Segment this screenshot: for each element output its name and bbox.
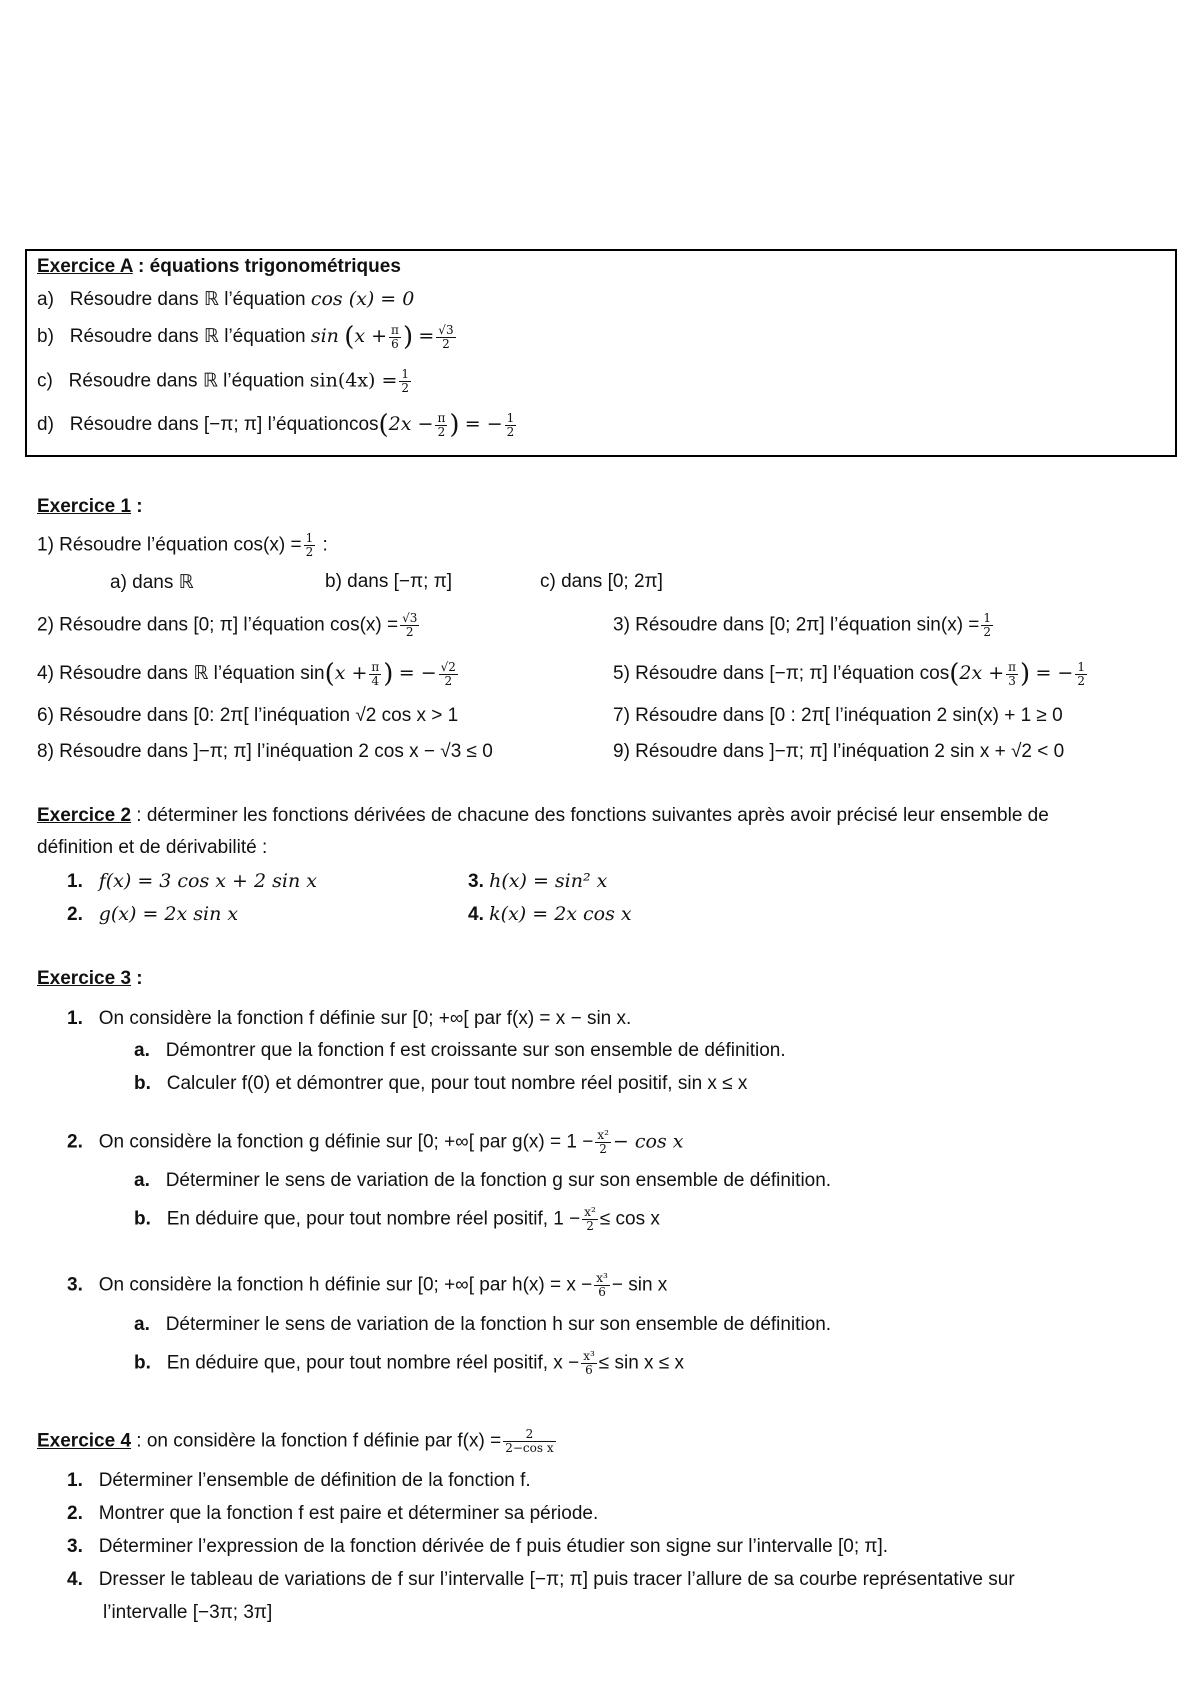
exercise-a-item-c: c) Résoudre dans ℝ l’équation sin(4x) = $\frac{1}{2}$ <box>37 367 410 395</box>
exercise-2-item-1: 1. f(x) = 3 cos x + 2 sin x <box>67 870 317 892</box>
exercise-3-part-3b: b. En déduire que, pour tout nombre réel positif, x − $\frac{\text{x³}}{6}$ ≤ sin x ≤ x <box>134 1349 685 1377</box>
exercise-a-item-b: b) Résoudre dans ℝ l’équation sin (x + $\frac{\pi}{6}$ ) = $\frac{√3}{2}$ <box>37 322 454 352</box>
exercise-1-q2: 2) Résoudre dans [0; π] l’équation cos(x) = $\frac{√3}{2}$ <box>37 611 418 639</box>
exercise-1-q1-sub-a: a) dans ℝ <box>110 572 194 593</box>
exercise-1-q7: 7) Résoudre dans [0 : 2π[ l’inéquation 2 sin(x) + 1 ≥ 0 <box>613 705 1063 726</box>
exercise-3-part-2b: b. En déduire que, pour tout nombre réel positif, 1 − $\frac{\text{x²}}{2}$ ≤ cos x <box>134 1205 660 1233</box>
exercise-a-title: Exercice A <box>37 256 133 277</box>
exercise-2-item-2: 2. g(x) = 2x sin x <box>67 903 239 925</box>
exercise-1-q8: 8) Résoudre dans ]−π; π] l’inéquation 2 cos x − √3 ≤ 0 <box>37 741 493 762</box>
exercise-2-item-4: 4. k(x) = 2x cos x <box>468 903 632 925</box>
exercise-4-item-4: 4. Dresser le tableau de variations de f sur l’intervalle [−π; π] puis tracer l’allure de sa courbe représentative sur <box>67 1569 1015 1590</box>
exercise-1-q9: 9) Résoudre dans ]−π; π] l’inéquation 2 sin x + √2 < 0 <box>613 741 1065 762</box>
exercise-3-part-1b: b. Calculer f(0) et démontrer que, pour tout nombre réel positif, sin x ≤ x <box>134 1073 748 1094</box>
exercise-1-q4: 4) Résoudre dans ℝ l’équation sin(x + $\frac{\pi}{4}$ ) = − $\frac{√2}{2}$ <box>37 659 456 689</box>
exercise-4-item-4-cont: l’intervalle [−3π; 3π] <box>103 1602 273 1623</box>
exercise-2-intro: Exercice 2 : déterminer les fonctions dérivées de chacune des fonctions suivantes après avoir précisé leur ensemble de <box>37 805 1049 826</box>
exercise-1-q1: 1) Résoudre l’équation cos(x) = $\frac{1}{2}$ : <box>37 531 328 559</box>
exercise-3-part-2a: a. Déterminer le sens de variation de la fonction g sur son ensemble de définition. <box>134 1170 832 1191</box>
exercise-3-part-1: 1. On considère la fonction f définie sur [0; +∞[ par f(x) = x − sin x. <box>67 1008 632 1029</box>
exercise-3-part-3a: a. Déterminer le sens de variation de la fonction h sur son ensemble de définition. <box>134 1314 832 1335</box>
exercise-2-item-3: 3. h(x) = sin² x <box>468 870 608 892</box>
exercise-1-q6: 6) Résoudre dans [0: 2π[ l’inéquation √2 cos x > 1 <box>37 705 459 726</box>
exercise-4-item-1: 1. Déterminer l’ensemble de définition de la fonction f. <box>67 1470 531 1491</box>
exercise-4-item-2: 2. Montrer que la fonction f est paire et déterminer sa période. <box>67 1503 599 1524</box>
exercise-a-heading: Exercice A : équations trigonométriques <box>37 256 401 277</box>
exercise-1-q3: 3) Résoudre dans [0; 2π] l’équation sin(x) = $\frac{1}{2}$ <box>613 611 992 639</box>
exercise-3-part-1a: a. Démontrer que la fonction f est croissante sur son ensemble de définition. <box>134 1040 786 1061</box>
exercise-3-part-3: 3. On considère la fonction h définie sur [0; +∞[ par h(x) = x − $\frac{\text{x³}}{6}$ − sin x <box>67 1271 668 1299</box>
exercise-1-q5: 5) Résoudre dans [−π; π] l’équation cos(2x + $\frac{\pi}{3}$ ) = − $\frac{1}{2}$ <box>613 659 1085 689</box>
exercise-4-item-3: 3. Déterminer l’expression de la fonction dérivée de f puis étudier son signe sur l’intervalle [0; π]. <box>67 1536 889 1557</box>
exercise-1-q1-sub-c: c) dans [0; 2π] <box>540 571 663 592</box>
exercise-1-q1-sub-b: b) dans [−π; π] <box>325 571 453 592</box>
exercise-3-part-2: 2. On considère la fonction g définie sur [0; +∞[ par g(x) = 1 − $\frac{\text{x²}}{2}$ − cos x <box>67 1128 684 1156</box>
exercise-4-intro: Exercice 4 : on considère la fonction f définie par f(x) = $\frac{2}{\text{2−cos x}}$ <box>37 1427 554 1455</box>
exercise-2-intro-cont: définition et de dérivabilité : <box>37 837 268 858</box>
exercise-1-heading: Exercice 1 : <box>37 496 143 517</box>
exercise-3-heading: Exercice 3 : <box>37 968 143 989</box>
exercise-a-item-d: d) Résoudre dans [−π; π] l’équationcos(2x − $\frac{\pi}{2}$ ) = − $\frac{1}{2}$ <box>37 410 515 440</box>
exercise-a-item-a: a) Résoudre dans ℝ l’équation cos (x) = 0 <box>37 288 415 310</box>
